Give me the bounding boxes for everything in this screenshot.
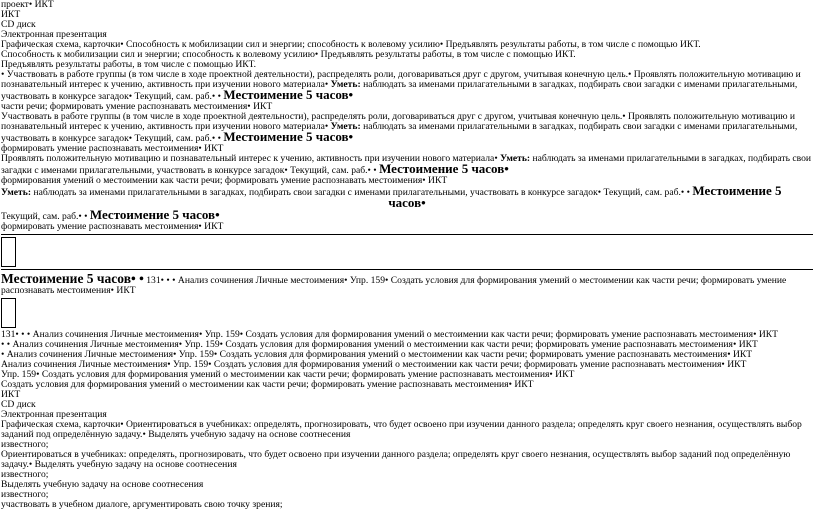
table-cell — [1, 237, 16, 267]
section-heading: Местоимение 5 часов• — [89, 207, 220, 222]
doc-line: формирования умений о местоимении как части речи; формировать умение распознавать местоимения• ИКТ — [1, 175, 448, 186]
section-heading: Местоимение 5 — [692, 183, 782, 198]
doc-line: формировать умение распознавать местоимения• ИКТ — [1, 143, 224, 154]
doc-line: известного; — [1, 439, 49, 450]
doc-line: 131• • • Анализ сочинения Личные местоимения• Упр. 159• Создать условия для формирования умений о местоимении как части речи; формировать умение распознавать местоимения• ИКТ — [1, 329, 779, 340]
doc-line: ИКТ — [1, 9, 21, 20]
section-heading: Местоимение 5 часов• — [223, 129, 354, 144]
doc-paragraph — [1, 154, 813, 176]
big-section-heading: Местоимение 5 часов• • — [1, 271, 144, 286]
doc-line: Выделять учебную задачу на основе соотнесения — [1, 479, 204, 490]
doc-line: CD диск — [1, 19, 36, 30]
doc-paragraph — [1, 112, 813, 144]
doc-line: части речи; формировать умение распознавать местоимения• ИКТ — [1, 101, 273, 112]
umet-label: Уметь: — [330, 79, 361, 90]
umet-label: Уметь: — [330, 121, 361, 132]
doc-line: Упр. 159• Создать условия для формирования умений о местоимении как части речи; формировать умение распознавать местоимения• ИКТ — [1, 369, 575, 380]
umet-label: Уметь: — [500, 153, 531, 164]
doc-line: Электронная презентация — [1, 409, 107, 420]
doc-line: Анализ сочинения Личные местоимения• Упр. 159• Создать условия для формирования умений о местоимении как части речи; формировать умение распознавать местоимения• ИКТ — [1, 359, 747, 370]
umet-label: Уметь: — [1, 187, 32, 198]
doc-line: Электронная презентация — [1, 29, 107, 40]
doc-line: Способность к мобилизации сил и энергии; способность к волевому усилию• Предъявлять результаты работы, в том числе с помощью ИКТ. — [1, 49, 576, 60]
doc-line: Графическая схема, карточки• Ориентироваться в учебниках: определять, прогнозировать, что будет освоено при изучении данного раздела; определять круг своего незнания, осуществлять выбор заданий под определённую задачу.• Выделять учебную задачу на основе соотнесения — [1, 419, 802, 440]
doc-line: CD диск — [1, 399, 36, 410]
doc-text: Участвовать в работе группы (в том числе в ходе проектной деятельности), распределять роли, договариваться друг с другом, учитывая конечную цель.• Проявлять положительную мотивацию и познавательный интерес к учению, активность при изучении нового материала• — [1, 111, 796, 132]
doc-line: проект• ИКТ — [1, 0, 54, 10]
doc-text: наблюдать за именами прилагательными в загадках, подбирать свои загадки с именами прилагательными, участвовать в конкурсе загадок• Текущий, сам. раб.• • — [1, 153, 812, 176]
doc-line: ИКТ — [1, 389, 21, 400]
doc-line: Графическая схема, карточки• Способность к мобилизации сил и энергии; способность к волевому усилию• Предъявлять результаты работы, в том числе с помощью ИКТ. — [1, 39, 701, 50]
doc-line: Ориентироваться в учебниках: определять, прогнозировать, что будет освоено при изучении данного раздела; определять круг своего незнания, осуществлять выбор заданий под определённую задачу.• Выделять учебную задачу на основе соотнесения — [1, 449, 791, 470]
section-heading: часов• — [388, 195, 426, 210]
doc-text: наблюдать за именами прилагательными в загадках, подбирать свои загадки с именами прилагательными, участвовать в конкурсе загадок• Текущий, сам. раб.• • — [1, 79, 798, 102]
section-heading: Местоимение 5 часов• — [223, 87, 354, 102]
table-cell — [1, 298, 16, 328]
doc-line: известного; — [1, 489, 49, 500]
table-rule — [1, 269, 813, 270]
doc-line: формировать умение распознавать местоимения• ИКТ — [1, 221, 224, 232]
table-rule — [1, 234, 813, 235]
doc-text: Текущий, сам. раб.• • — [1, 211, 90, 222]
doc-line: • Анализ сочинения Личные местоимения• Упр. 159• Создать условия для формирования умений о местоимении как части речи; формировать умение распознавать местоимения• ИКТ — [1, 349, 753, 360]
doc-paragraph — [1, 271, 813, 296]
doc-line: • • Анализ сочинения Личные местоимения• Упр. 159• Создать условия для формирования умений о местоимении как части речи; формировать умение распознавать местоимения• ИКТ — [1, 339, 758, 350]
doc-text: 131• • • Анализ сочинения Личные местоимения• Упр. 159• Создать условия для формирования умений о местоимении как части речи; формировать умение распознавать местоимения• ИКТ — [1, 275, 787, 296]
doc-line: Предъявлять результаты работы, в том числе с помощью ИКТ. — [1, 59, 256, 70]
doc-line: Создать условия для формирования умений о местоимении как части речи; формировать умение распознавать местоимения• ИКТ — [1, 379, 534, 390]
section-heading: Местоимение 5 часов• — [379, 161, 509, 176]
doc-paragraph — [1, 70, 813, 102]
doc-text: наблюдать за именами прилагательными в загадках, подбирать свои загадки с именами прилагательными, участвовать в конкурсе загадок• Текущий, сам. раб.• • — [33, 187, 693, 198]
doc-line: участвовать в учебном диалоге, аргументировать свою точку зрения; — [1, 499, 283, 510]
doc-text: наблюдать за именами прилагательными в загадках, подбирать свои загадки с именами прилагательными, участвовать в конкурсе загадок• Текущий, сам. раб.• • — [1, 121, 798, 144]
doc-line: известного; — [1, 469, 49, 480]
doc-text: • Участвовать в работе группы (в том числе в ходе проектной деятельности), распределять роли, договариваться друг с другом, учитывая конечную цель.• Проявлять положительную мотивацию и познавательный интерес к учению, активность при изучении нового материала• — [1, 69, 801, 90]
doc-text: Проявлять положительную мотивацию и познавательный интерес к учению, активность при изучении нового материала• — [1, 153, 501, 164]
